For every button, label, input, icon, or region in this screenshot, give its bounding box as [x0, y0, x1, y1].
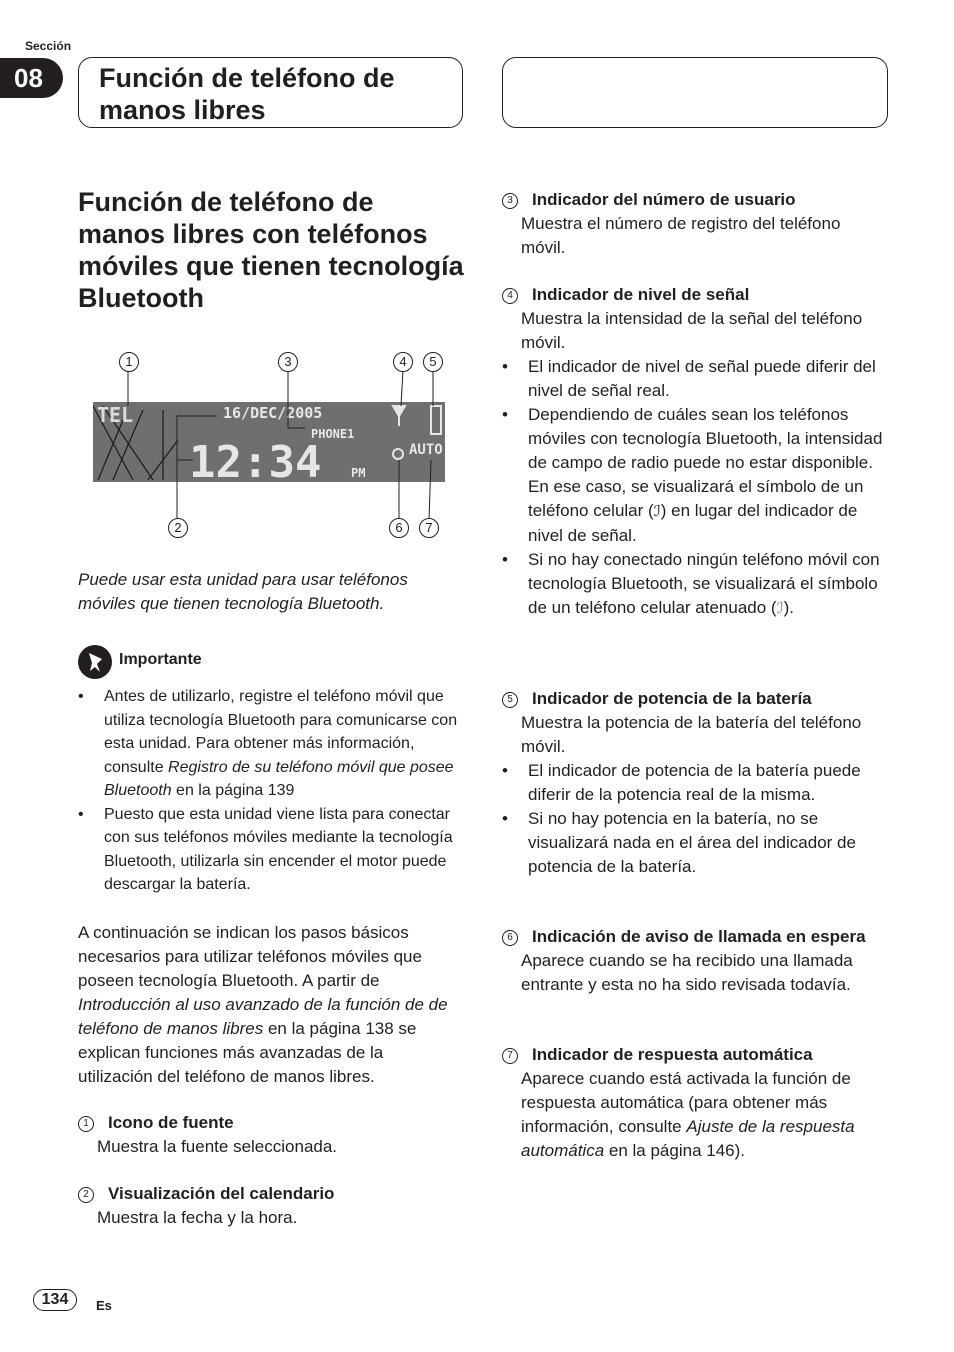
item-7-number: 7 [502, 1048, 518, 1064]
lcd-ampm-text: PM [351, 466, 366, 480]
intro-italic: Puede usar esta unidad para usar teléfonos móviles que tienen tecnología Bluetooth. [78, 570, 408, 613]
item-4-desc: Muestra la intensidad de la señal del teléfono móvil. [521, 309, 863, 352]
item-4-number: 4 [502, 288, 518, 304]
item-6-desc: Aparece cuando se ha recibido una llamada entrante y esta no ha sido revisada todavía. [521, 951, 853, 994]
display-figure [93, 350, 453, 550]
chapter-title: Función de teléfono de manos libres [78, 57, 463, 128]
item-1-desc: Muestra la fuente seleccionada. [97, 1137, 338, 1156]
item-5 [502, 687, 888, 879]
lcd-source-text: TEL [97, 403, 134, 427]
lcd-user-text: PHONE1 [311, 427, 355, 441]
item-1-number: 1 [78, 1116, 94, 1132]
important-icon [78, 645, 112, 679]
item-4-title: Indicador de nivel de señal [532, 285, 750, 304]
item-6-number: 6 [502, 930, 518, 946]
item-4-bullet-2: • Dependiendo de cuáles sean los teléfonos móviles con tecnología Bluetooth, la intensidad de campo de radio puede no estar disponible. En ese caso, se visualizará el símbolo de un teléfono celular (ℐ) en lugar del indicador de nivel de señal. [502, 403, 888, 548]
item-3 [502, 188, 888, 260]
callout-6: 6 [389, 518, 409, 538]
steps-reference: Introducción al uso avanzado de la función de de teléfono de manos libres [78, 995, 448, 1038]
item-4-bullets [502, 355, 888, 621]
important-bullet-2 [78, 803, 460, 897]
section-number-badge: 08 [0, 58, 63, 98]
item-5-bullet-1: • El indicador de potencia de la batería puede diferir de la potencia real de la misma. [502, 759, 888, 807]
item-4-bullet-3: • Si no hay conectado ningún teléfono móvil con tecnología Bluetooth, se visualizará el símbolo de un teléfono celular atenuado (ℐ). [502, 548, 888, 621]
item-5-desc: Muestra la potencia de la batería del teléfono móvil. [521, 713, 862, 756]
callout-5: 5 [423, 352, 443, 372]
item-5-title: Indicador de potencia de la batería [532, 689, 812, 708]
cellphone-dimmed-icon: ℐ [776, 600, 784, 617]
steps-text: A continuación se indican los pasos básicos necesarios para utilizar teléfonos móviles que poseen tecnología Bluetooth. A partir de [78, 923, 422, 990]
item-7 [502, 1043, 888, 1163]
item-2-number: 2 [78, 1187, 94, 1203]
item-7-title: Indicador de respuesta automática [532, 1045, 813, 1064]
callout-1: 1 [119, 352, 139, 372]
item-5-bullets [502, 759, 888, 879]
header-empty-box [502, 57, 888, 128]
cellphone-icon: ℐ [653, 503, 661, 520]
bullet1-reference: Registro de su teléfono móvil que posee Bluetooth [104, 758, 454, 799]
callout-3: 3 [278, 352, 298, 372]
item-5-number: 5 [502, 692, 518, 708]
callout-7: 7 [419, 518, 439, 538]
steps-page: en la página 138 se explican funciones más avanzadas de la utilización del teléfono de manos libres. [78, 1019, 417, 1086]
lcd-date-text: 16/DEC/2005 [223, 404, 323, 422]
bullet1-text: Antes de utilizarlo, registre el teléfono móvil que utiliza tecnología Bluetooth para comunicarse con esta unidad. Para obtener más información, consulte [104, 688, 458, 776]
item-7-reference: Ajuste de la respuesta automática [521, 1117, 855, 1160]
important-label: Importante [119, 651, 202, 668]
item-6-title: Indicación de aviso de llamada en espera [532, 927, 866, 946]
main-heading: Función de teléfono de manos libres con teléfonos móviles que tienen tecnología Bluetooth [78, 187, 464, 313]
important-list [78, 685, 460, 897]
item-1-title: Icono de fuente [108, 1113, 234, 1132]
page-number: 134 [33, 1289, 77, 1311]
item-7-desc: Aparece cuando está activada la función de respuesta automática (para obtener más información, consulte Ajuste de la respuesta automática en la página 146). [521, 1069, 855, 1160]
item-3-desc: Muestra el número de registro del teléfono móvil. [521, 214, 841, 257]
item-2-desc: Muestra la fecha y la hora. [97, 1208, 298, 1227]
item-5-bullet-2: • Si no hay potencia en la batería, no se visualizará nada en el área del indicador de potencia de la batería. [502, 807, 888, 879]
item-3-number: 3 [502, 193, 518, 209]
item-3-title: Indicador del número de usuario [532, 190, 796, 209]
callout-2: 2 [168, 518, 188, 538]
important-bullet-1 [78, 685, 460, 803]
bullet2-text: Puesto que esta unidad viene lista para conectar con sus teléfonos móviles mediante la tecnología Bluetooth, utilizarla sin encender el motor puede descargar la batería. [104, 805, 453, 893]
callout-4: 4 [393, 352, 413, 372]
lcd-auto-text: AUTO [409, 442, 443, 458]
item-2 [78, 1182, 460, 1230]
language-code: Es [96, 1298, 112, 1313]
item-2-title: Visualización del calendario [108, 1184, 335, 1203]
item-4-bullet-1: • El indicador de nivel de señal puede diferir del nivel de señal real. [502, 355, 888, 403]
item-6 [502, 925, 888, 997]
section-label: Sección [25, 39, 72, 53]
steps-paragraph [78, 921, 460, 1089]
bullet1-page: en la página 139 [171, 782, 295, 799]
item-1 [78, 1111, 460, 1159]
item-4 [502, 283, 888, 621]
lcd-time-text: 12:34 [189, 437, 322, 488]
